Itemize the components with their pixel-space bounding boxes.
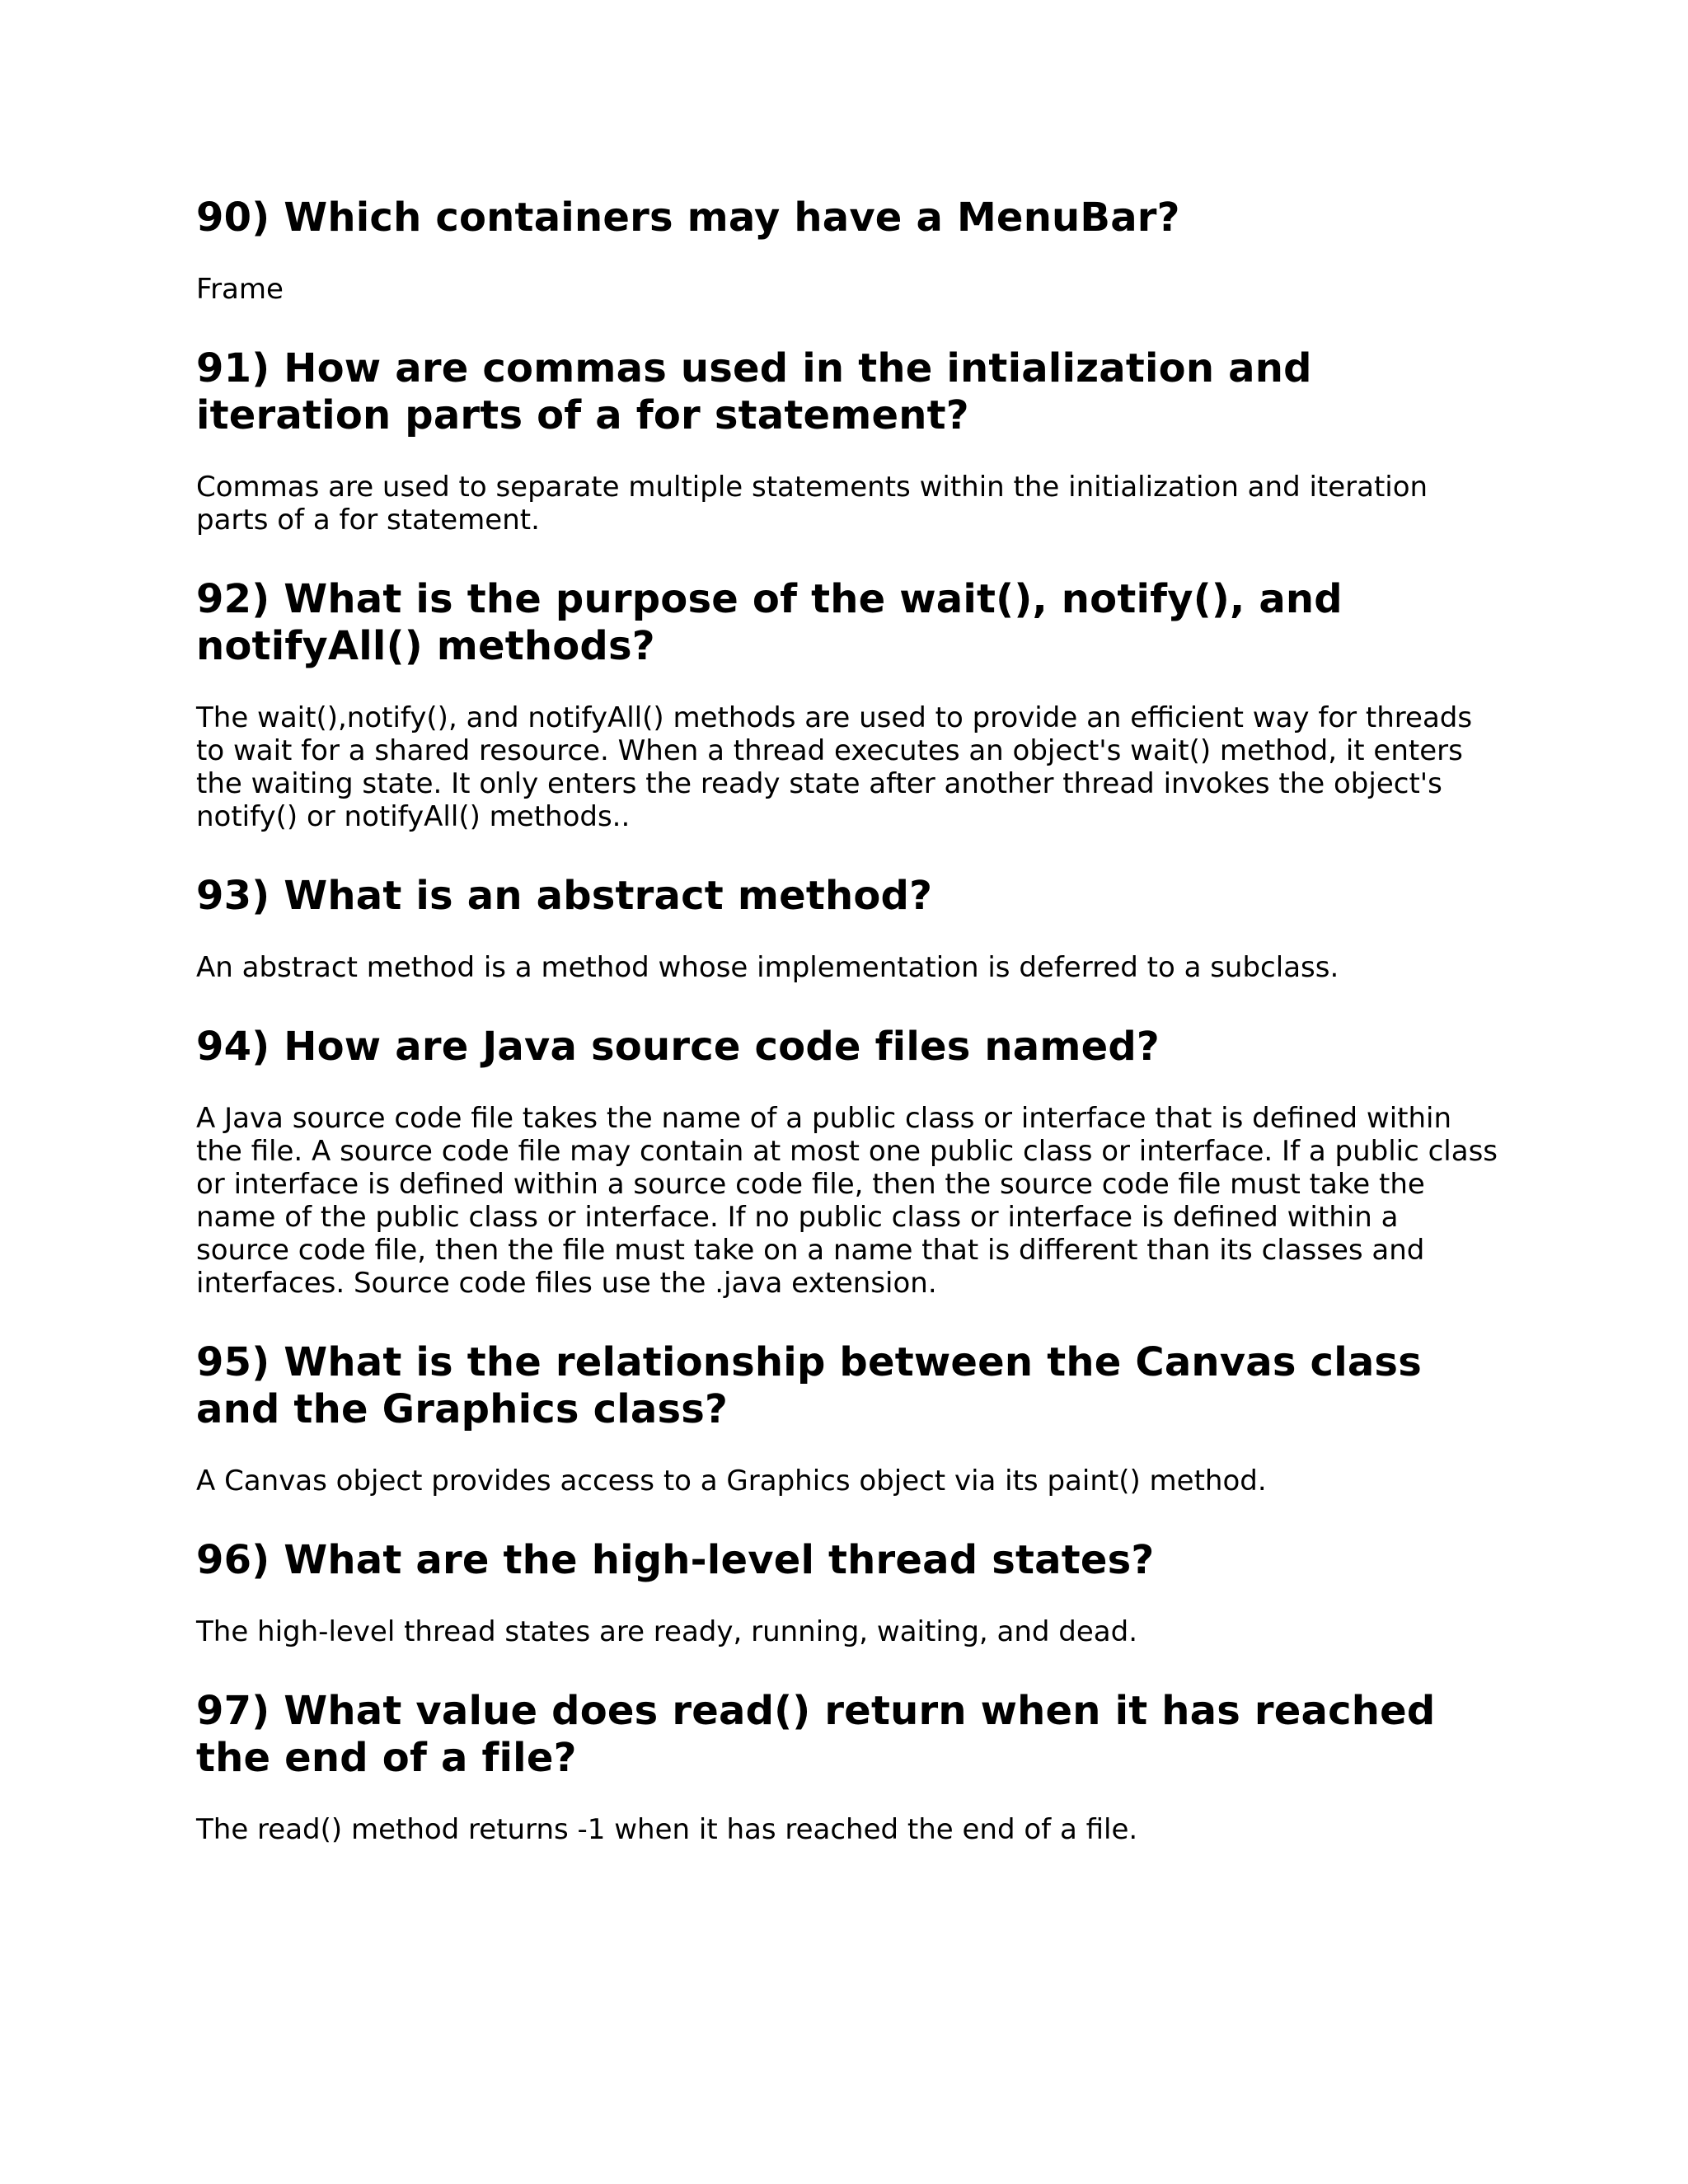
answer-text: A Canvas object provides access to a Graphics object via its paint() method. [196, 1465, 1267, 1497]
answer-text: The wait(),notify(), and notifyAll() methods are used to provide an efficient way for threads to wait for a shared resource. When a thread executes an object's wait() method, it enters the waiting state. It only enters the ready state after another thread invokes the object's notify() or notifyAll() methods.. [196, 701, 1473, 833]
qa-item-97 [196, 1688, 1498, 1846]
question-heading: 91) How are commas used in the intialization and iteration parts of a for statement? [196, 345, 1312, 438]
answer-text: Commas are used to separate multiple statements within the initialization and iteration parts of a for statement. [196, 471, 1428, 537]
qa-item-95 [196, 1339, 1498, 1497]
question-heading: 92) What is the purpose of the wait(), notify(), and notifyAll() methods? [196, 576, 1343, 669]
question-heading: 96) What are the high-level thread states? [196, 1537, 1155, 1583]
document-page [196, 194, 1498, 1846]
question-heading: 95) What is the relationship between the Canvas class and the Graphics class? [196, 1339, 1422, 1432]
answer-text: An abstract method is a method whose implementation is deferred to a subclass. [196, 951, 1339, 984]
qa-item-94 [196, 1024, 1498, 1300]
question-heading: 94) How are Java source code files named? [196, 1024, 1160, 1070]
question-heading: 90) Which containers may have a MenuBar? [196, 194, 1180, 241]
answer-text: A Java source code file takes the name of a public class or interface that is defined within the file. A source code file may contain at most one public class or interface. If a public class or interface is defined within a source code file, then the source code file must take the name of the public class or interface. If no public class or interface is defined within a source code file, then the file must take on a name that is different than its classes and interfaces. Source code files use the .java extension. [196, 1102, 1498, 1300]
qa-item-93 [196, 873, 1498, 984]
answer-text: The read() method returns -1 when it has reached the end of a file. [196, 1813, 1138, 1846]
qa-item-90 [196, 194, 1498, 306]
answer-text: Frame [196, 273, 284, 306]
qa-item-96 [196, 1537, 1498, 1648]
answer-text: The high-level thread states are ready, running, waiting, and dead. [196, 1615, 1138, 1648]
qa-item-92 [196, 576, 1498, 833]
qa-item-91 [196, 345, 1498, 537]
question-heading: 93) What is an abstract method? [196, 873, 933, 919]
question-heading: 97) What value does read() return when it has reached the end of a file? [196, 1688, 1436, 1781]
